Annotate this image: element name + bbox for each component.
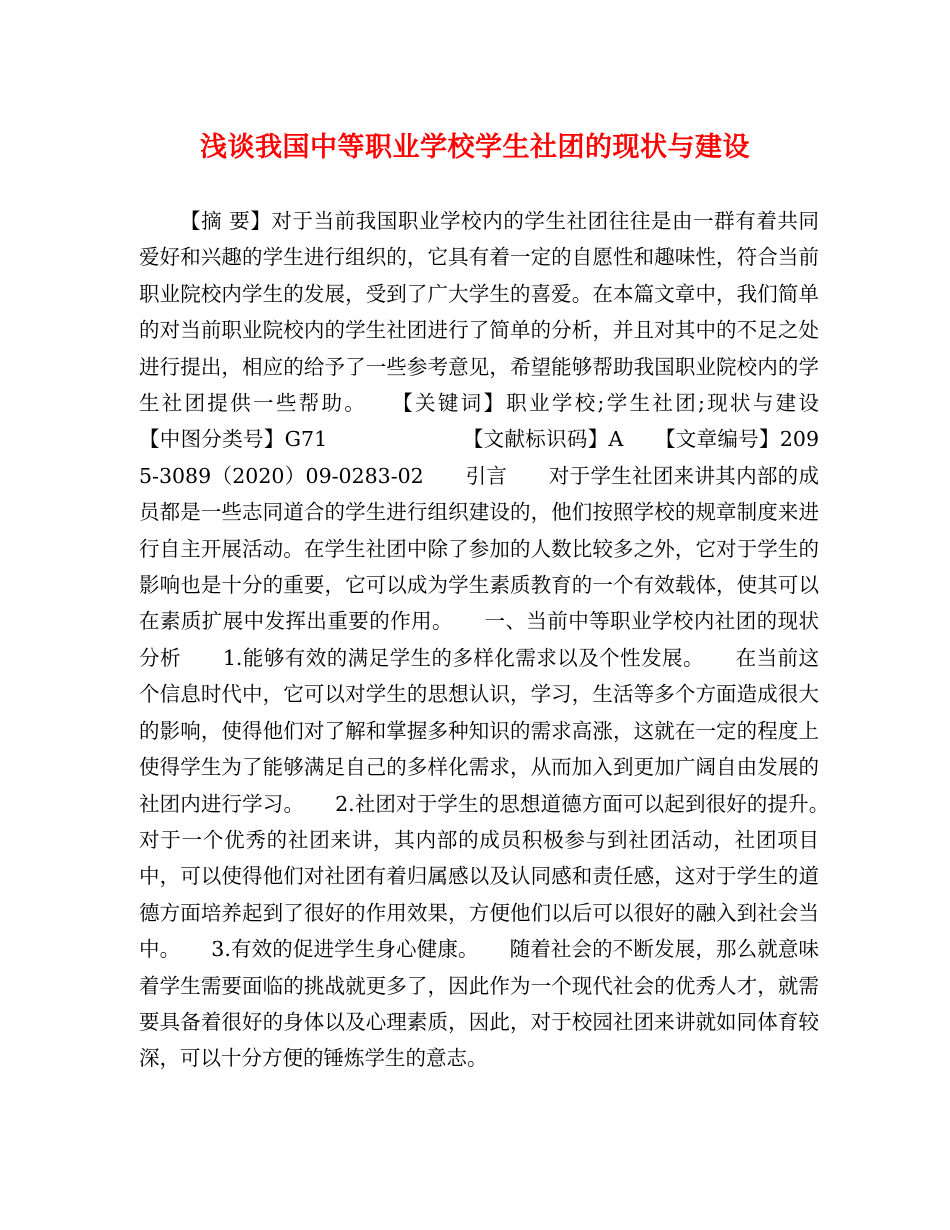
document-body-text: 【摘 要】对于当前我国职业学校内的学生社团往往是由一群有着共同爱好和兴趣的学生进行组织的，它具有着一定的自愿性和趣味性，符合当前职业院校内学生的发展，受到了广大学生的喜爱。在本篇文章中，我们简单的对当前职业院校内的学生社团进行了简单的分析，并且对其中的不足之处进行提出，相应的给予了一些参考意见，希望能够帮助我国职业院校内的学生社团提供一些帮助。 【关键词】职业学校;学生社团;现状与建设 【中图分类号】G71 【文献标识码】A 【文章编号】2095-3089（2020）09-0283-02 引言 对于学生社团来讲其内部的成员都是一些志同道合的学生进行组织建设的，他们按照学校的规章制度来进行自主开展活动。在学生社团中除了参加的人数比较多之外，它对于学生的影响也是十分的重要，它可以成为学生素质教育的一个有效载体，使其可以在素质扩展中发挥出重要的作用。 一、当前中等职业学校内社团的现状分析 1.能够有效的满足学生的多样化需求以及个性发展。 在当前这个信息时代中，它可以对学生的思想认识，学习，生活等多个方面造成很大的影响，使得他们对了解和掌握多种知识的需求高涨，这就在一定的程度上使得学生为了能够满足自己的多样化需求，从而加入到更加广阔自由发展的社团内进行学习。 2.社团对于学生的思想道德方面可以起到很好的提升。 对于一个优秀的社团来讲，其内部的成员积极参与到社团活动，社团项目中，可以使得他们对社团有着归属感以及认同感和责任感，这对于学生的道德方面培养起到了很好的作用效果，方便他们以后可以很好的融入到社会当中。 3.有效的促进学生身心健康。 随着社会的不断发展，那么就意味着学生需要面临的挑战就更多了，因此作为一个现代社会的优秀人才，就需要具备着很好的身体以及心理素质，因此，对于校园社团来讲就如同体育较深，可以十分方便的锤炼学生的意志。 <box>139 209 860 1071</box>
document-title: 浅谈我国中等职业学校学生社团的现状与建设 <box>200 132 750 163</box>
